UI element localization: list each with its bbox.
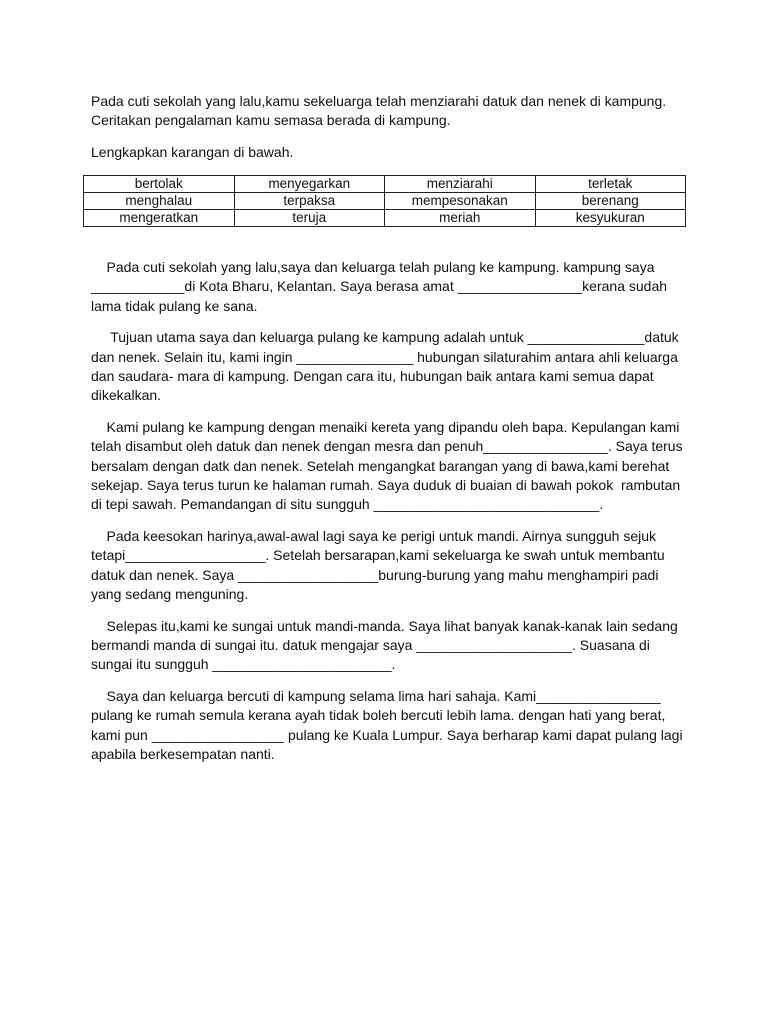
word-bank-cell: terletak: [535, 176, 686, 193]
essay-line: sekejap. Saya terus turun ke halaman rumah. Saya duduk di buaian di bawah pokok rambutan: [91, 477, 681, 494]
word-bank-cell: mempesonakan: [385, 193, 536, 210]
word-bank-row: [84, 193, 686, 210]
word-bank-row: [84, 176, 686, 193]
essay-paragraph-4: [91, 527, 691, 605]
essay-line: tetapi__________________. Setelah bersarapan,kami sekeluarga ke swah untuk membantu: [91, 547, 665, 564]
essay-line: bermandi manda di sungai itu. datuk mengajar saya ____________________. Suasana di: [91, 636, 650, 653]
essay-line: Pada cuti sekolah yang lalu,saya dan keluarga telah pulang ke kampung. kampung saya: [91, 259, 655, 275]
essay-paragraph-1: [91, 258, 691, 316]
essay-line: dikekalkan.: [91, 387, 162, 404]
essay-paragraph-2: [91, 328, 691, 406]
essay-line: sungai itu sungguh _______________________.: [91, 656, 396, 673]
essay-line: ____________di Kota Bharu, Kelantan. Saya berasa amat ________________kerana sudah: [91, 278, 668, 295]
word-bank-cell: menghalau: [84, 193, 235, 210]
essay-line: dan saudara- mara di kampung. Dengan cara itu, hubungan baik antara kami semua dapat: [91, 368, 654, 385]
task-prompt-line-2: Ceritakan pengalaman kamu semasa berada di kampung.: [91, 112, 451, 128]
essay-line: lama tidak pulang ke sana.: [91, 297, 258, 314]
instruction-text: Lengkapkan karangan di bawah.: [91, 144, 294, 160]
essay-line: bersalam dengan datk dan nenek. Setelah mengangkat barangan yang di bawa,kami berehat: [91, 457, 670, 474]
word-bank-cell: terpaksa: [234, 193, 385, 210]
essay-line: di tepi sawah. Pemandangan di situ sungguh _____________________________.: [91, 496, 604, 513]
essay-line: Kami pulang ke kampung dengan menaiki kereta yang dipandu oleh bapa. Kepulangan kami: [91, 418, 680, 435]
essay-line: datuk dan nenek. Saya __________________burung-burung yang mahu menghampiri padi: [91, 566, 659, 583]
essay-line: apabila berkesempatan nanti.: [91, 745, 275, 762]
word-bank-cell: meriah: [385, 210, 536, 227]
task-prompt-line-1: Pada cuti sekolah yang lalu,kamu sekeluarga telah menziarahi datuk dan nenek di kampung.: [91, 93, 667, 109]
essay-paragraph-5: [91, 617, 691, 675]
word-bank-cell: berenang: [535, 193, 686, 210]
word-bank-cell: teruja: [234, 210, 385, 227]
essay-line: yang sedang menguning.: [91, 586, 249, 603]
essay-line: kami pun _________________ pulang ke Kuala Lumpur. Saya berharap kami dapat pulang lagi: [91, 726, 683, 743]
essay-line: Selepas itu,kami ke sungai untuk mandi-manda. Saya lihat banyak kanak-kanak lain sedang: [91, 617, 678, 634]
essay-line: telah disambut oleh datuk dan nenek dengan mesra dan penuh________________. Saya terus: [91, 438, 683, 455]
essay-line: dan nenek. Selain itu, kami ingin _______________ hubungan silaturahim antara ahli keluarga: [91, 348, 678, 365]
essay-line: Tujuan utama saya dan keluarga pulang ke kampung adalah untuk _______________datuk: [91, 329, 679, 346]
word-bank-cell: kesyukuran: [535, 210, 686, 227]
word-bank-row: [84, 210, 686, 227]
word-bank-cell: bertolak: [84, 176, 235, 193]
word-bank-table: [83, 175, 686, 227]
word-bank-cell: mengeratkan: [84, 210, 235, 227]
essay-line: Saya dan keluarga bercuti di kampung selama lima hari sahaja. Kami________________: [91, 687, 661, 704]
task-prompt: [91, 92, 691, 130]
essay-body: [91, 258, 691, 776]
word-bank-cell: menyegarkan: [234, 176, 385, 193]
essay-paragraph-6: [91, 687, 691, 765]
essay-paragraph-3: [91, 418, 691, 515]
word-bank-cell: menziarahi: [385, 176, 536, 193]
essay-line: pulang ke rumah semula kerana ayah tidak boleh bercuti lebih lama. dengan hati yang berat,: [91, 707, 666, 724]
essay-line: Pada keesokan harinya,awal-awal lagi saya ke perigi untuk mandi. Airnya sungguh sejuk: [91, 527, 656, 544]
